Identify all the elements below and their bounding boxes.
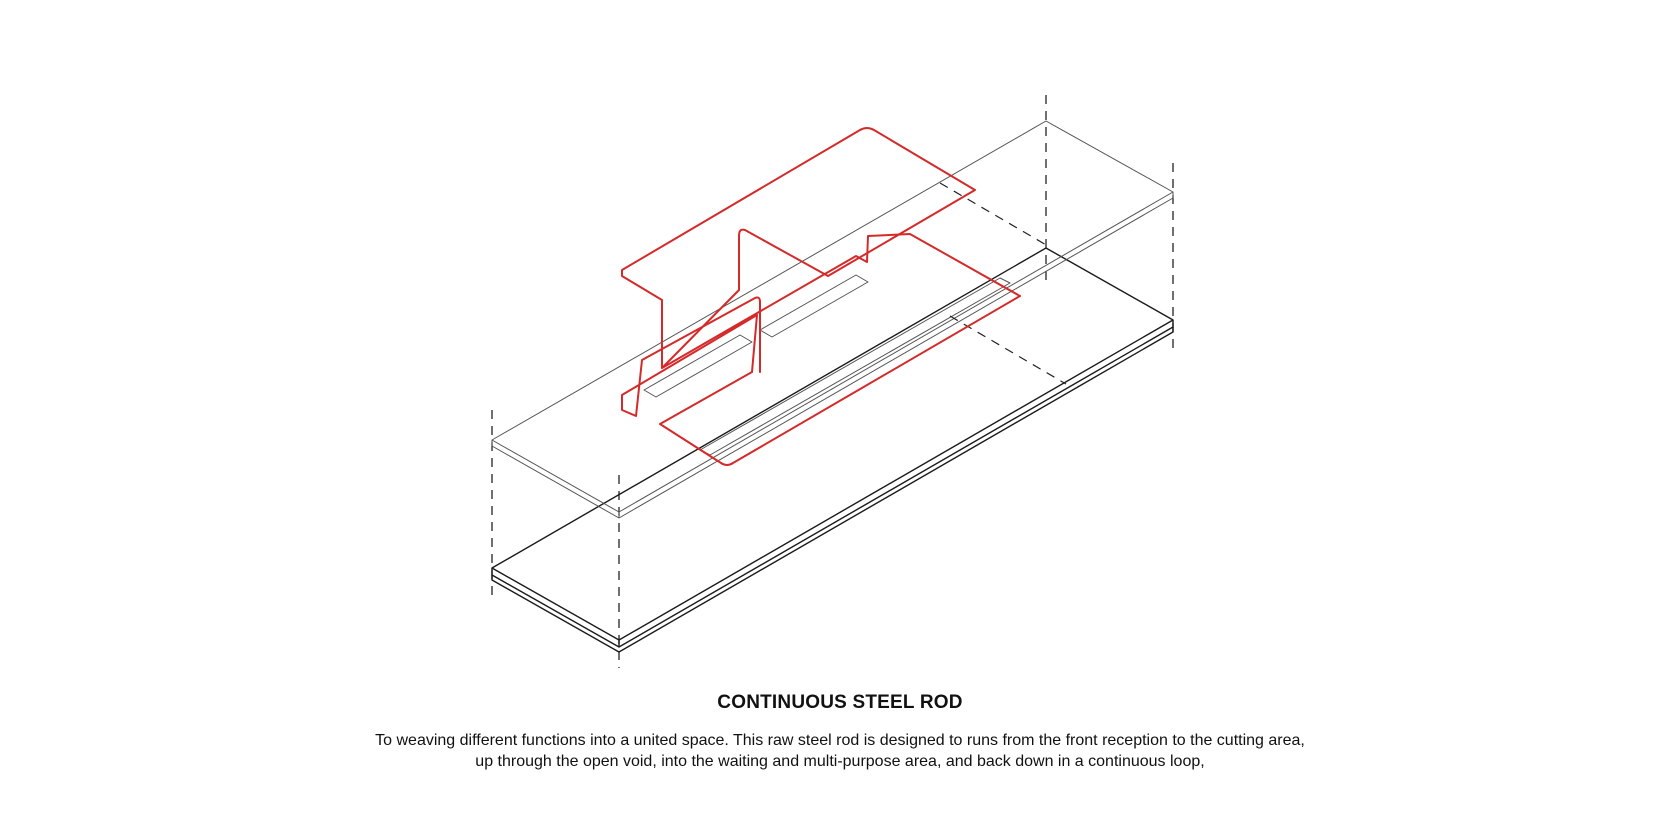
- lower-slab: [492, 248, 1173, 652]
- lower-slab-edge: [492, 320, 1173, 647]
- upper-slab-opening-right: [760, 275, 868, 337]
- connector-upper: [940, 183, 1048, 246]
- rod-lower-loop: [622, 234, 1020, 465]
- connector-guides: [940, 183, 1066, 384]
- upper-slab-opening-left: [644, 335, 752, 397]
- caption-line-1: To weaving different functions into a united space. This raw steel rod is designed to runs from the front reception to the cutting area,: [375, 732, 1305, 749]
- steel-rod: [622, 128, 1020, 465]
- upper-slab-slot: [700, 278, 1010, 455]
- lower-slab-top: [492, 248, 1173, 640]
- rod-upper-loop: [622, 128, 975, 368]
- upper-slab: [492, 121, 1173, 518]
- upper-slab-top: [492, 121, 1173, 512]
- upper-slab-edge: [492, 192, 1173, 518]
- diagram-title: CONTINUOUS STEEL ROD: [717, 692, 963, 713]
- lower-slab-underside: [492, 327, 1173, 652]
- caption-line-2: up through the open void, into the waiting and multi-purpose area, and back down in a continuous loop,: [475, 753, 1205, 770]
- diagram-caption: [0, 730, 1680, 772]
